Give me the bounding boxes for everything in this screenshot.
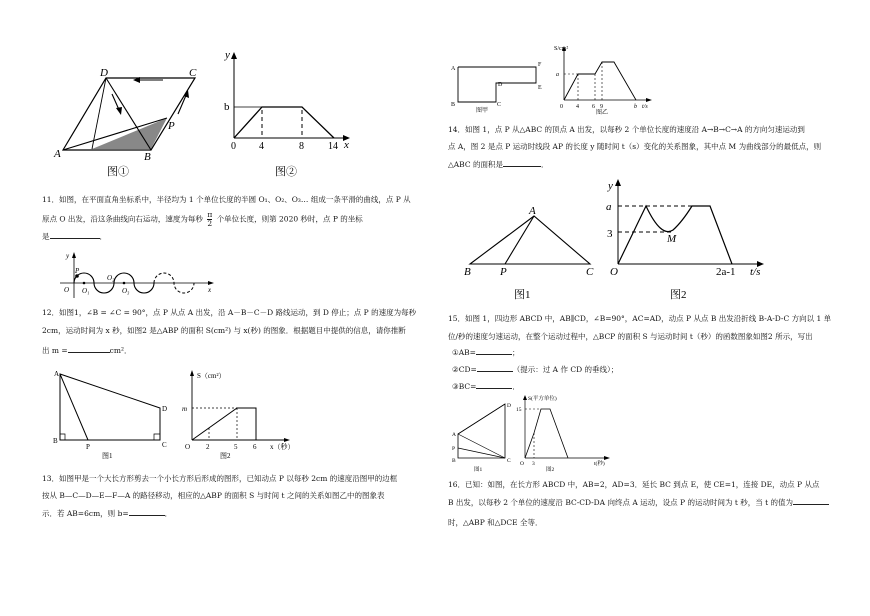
answer-blank[interactable] — [476, 354, 512, 355]
svg-text:C: C — [162, 441, 167, 449]
svg-text:x（秒）: x（秒） — [270, 443, 295, 451]
svg-text:图1: 图1 — [474, 467, 483, 473]
svg-text:图1: 图1 — [102, 452, 113, 460]
svg-text:t/s: t/s — [750, 266, 761, 278]
q14-figure2 — [604, 176, 774, 302]
svg-text:3: 3 — [532, 461, 535, 467]
svg-text:3: 3 — [607, 228, 613, 240]
q16-line1: 16．已知：如图，在长方形 ABCD 中，AB=2，AD=3．延长 BC 到点 E，使 CE=1，连接 DE，动点 P 从点 — [448, 480, 820, 489]
answer-blank[interactable] — [477, 371, 513, 372]
svg-text:6: 6 — [253, 443, 257, 451]
q11-line1: 11．如图，在平面直角坐标系中，半径均为 1 个单位长度的半圆 O₁、O₂、O₃… 组成一条平滑的曲线，点 P 从 — [42, 195, 411, 204]
q13-line3: 示．若 AB=6cm，则 b= ． — [42, 509, 173, 518]
shaded-triangle — [92, 118, 167, 149]
svg-text:9: 9 — [600, 104, 603, 110]
q11-curve-figure — [58, 250, 218, 300]
svg-text:S/cm²: S/cm² — [554, 46, 569, 52]
q13-line2: 按从 B—C—D—E—F—A 的路径移动，相应的△ABP 的面积 S 与时间 t 之间的关系如图乙中的图象表 — [42, 491, 385, 500]
svg-text:A: A — [451, 66, 456, 72]
q14-line1: 14．如图 1，点 P 从△ABC 的顶点 A 出发，以每秒 2 个单位长度的速度沿 A→B→C→A 的方向匀速运动到 — [448, 125, 805, 134]
svg-text:8: 8 — [299, 141, 304, 152]
svg-text:P: P — [168, 120, 175, 132]
q11-line2: 原点 O 出发，沿这条曲线向右运动，速度为每秒 $\frac{\pi}{2}$ 个单位长度，则第 2020 秒时，点 P 的坐标 — [42, 210, 363, 228]
svg-text:P: P — [86, 443, 90, 451]
svg-text:S（cm²）: S（cm²） — [197, 372, 226, 380]
svg-text:O₁: O₁ — [82, 287, 90, 295]
svg-text:0: 0 — [560, 104, 563, 110]
q15-sub3: ③BC= ． — [452, 382, 520, 391]
svg-text:4: 4 — [259, 141, 264, 152]
svg-text:B: B — [144, 151, 151, 163]
q15-sub1: ①AB= ； — [452, 348, 520, 357]
svg-text:E: E — [538, 85, 542, 91]
q16-line2: B 出发，以每秒 2 个单位的速度沿 BC-CD-DA 向终点 A 运动，设点 P 的运动时间为 t 秒，当 t 的值为 — [448, 496, 829, 510]
svg-text:P: P — [452, 446, 456, 452]
svg-text:C: C — [507, 458, 511, 464]
svg-text:y: y — [608, 180, 613, 192]
svg-text:A: A — [452, 432, 456, 438]
svg-text:2a-1: 2a-1 — [716, 266, 736, 278]
svg-text:6: 6 — [592, 104, 595, 110]
svg-text:P: P — [75, 267, 80, 275]
svg-text:O: O — [610, 266, 618, 278]
svg-text:A: A — [54, 148, 61, 160]
q12-line1: 12．如图1，∠B = ∠C = 90°，点 P 从点 A 出发，沿 A－B－C－D 路线运动，到 D 停止；点 P 的速度为每秒 — [42, 308, 417, 317]
svg-text:y: y — [225, 50, 230, 61]
svg-text:C: C — [189, 67, 197, 79]
svg-text:O: O — [64, 286, 70, 294]
q15-sub2: ②CD= （提示：过 A 作 CD 的垂线）； — [452, 365, 619, 374]
svg-text:图2: 图2 — [546, 467, 555, 473]
svg-text:A: A — [529, 205, 536, 217]
answer-blank[interactable] — [50, 238, 100, 239]
q12-figure2 — [180, 368, 300, 460]
svg-text:D: D — [162, 405, 168, 413]
svg-text:4: 4 — [576, 104, 579, 110]
svg-text:图②: 图② — [275, 166, 297, 178]
svg-text:B: B — [451, 102, 456, 108]
svg-text:图甲: 图甲 — [476, 108, 489, 114]
q14-figure1 — [462, 204, 610, 302]
svg-text:0: 0 — [231, 141, 236, 152]
svg-text:x: x — [344, 139, 349, 151]
figure-1-rhombus — [50, 62, 200, 180]
q14-line2: 点 A，图 2 是点 P 运动时线段 AP 的长度 y 随时间 t（s）变化的关系图象，其中点 M 为曲线部分的最低点，则 — [448, 142, 822, 151]
q15-figure2 — [516, 393, 616, 473]
answer-blank[interactable] — [476, 388, 512, 389]
svg-text:2: 2 — [206, 443, 210, 451]
svg-text:B: B — [452, 458, 456, 464]
svg-text:P: P — [500, 266, 507, 278]
q14-line3: △ABC 的面积是 ． — [448, 160, 549, 169]
svg-text:m: m — [182, 405, 188, 413]
figure-2-graph — [220, 50, 355, 178]
svg-text:图2: 图2 — [220, 452, 231, 460]
svg-text:O₃: O₃ — [122, 287, 130, 295]
svg-text:5: 5 — [234, 443, 238, 451]
svg-text:C: C — [586, 266, 594, 278]
svg-text:F: F — [538, 62, 542, 68]
svg-text:图1: 图1 — [514, 289, 531, 301]
q12-line3: 出 m = cm²． — [42, 346, 132, 355]
q12-figure1 — [50, 368, 175, 460]
answer-blank[interactable] — [129, 515, 165, 516]
q15-figure1 — [448, 398, 518, 474]
svg-text:B: B — [53, 437, 58, 445]
answer-blank[interactable] — [68, 352, 110, 353]
svg-text:b: b — [634, 104, 637, 110]
svg-text:14: 14 — [328, 141, 338, 152]
svg-text:x: x — [208, 286, 212, 294]
svg-text:y: y — [66, 252, 70, 260]
answer-blank[interactable] — [793, 504, 829, 505]
svg-text:S(平方单位): S(平方单位) — [528, 396, 557, 402]
svg-text:a: a — [556, 72, 559, 78]
q11-line3: 是 ． — [42, 232, 107, 241]
q12-line2: 2cm，运动时间为 x 秒，如图2 是△ABP 的面积 S(cm²) 与 x(秒) 的图象．根据题目中提供的信息，请你推断 — [42, 326, 406, 335]
svg-text:b: b — [224, 101, 230, 113]
svg-text:D: D — [498, 82, 503, 88]
svg-text:D: D — [100, 67, 108, 79]
svg-text:C: C — [497, 102, 502, 108]
answer-blank[interactable] — [503, 166, 541, 167]
svg-text:15: 15 — [516, 407, 522, 413]
q16-line3: 时，△ABP 和△DCE 全等． — [448, 518, 543, 527]
svg-text:a: a — [606, 201, 612, 213]
figure-yi — [548, 44, 658, 116]
svg-text:A: A — [54, 370, 60, 378]
svg-text:O: O — [185, 443, 191, 451]
svg-text:O₂: O₂ — [107, 274, 115, 282]
q15-line2: 位/秒的速度匀速运动，在整个运动过程中，△BCP 的面积 S 与运动时间 t（秒）的函数图象如图2 所示，写出 — [448, 332, 813, 341]
q15-line1: 15．如图 1，四边形 ABCD 中，AB∥CD，∠B=90°，AC=AD，动点 P 从点 B 出发沿折线 B-A-D-C 方向以 1 单 — [448, 314, 832, 323]
svg-text:图乙: 图乙 — [596, 110, 609, 116]
svg-text:B: B — [464, 266, 471, 278]
q13-line1: 13．如图甲是一个大长方形剪去一个小长方形后形成的图形，已知动点 P 以每秒 2cm 的速度沿图甲的边框 — [42, 474, 398, 483]
svg-text:t(秒): t(秒) — [594, 461, 605, 467]
svg-text:图2: 图2 — [670, 289, 687, 301]
figure-jia — [448, 58, 548, 114]
svg-text:图①: 图① — [107, 166, 129, 178]
svg-text:O: O — [520, 461, 524, 467]
svg-text:t/s: t/s — [642, 104, 648, 110]
svg-text:M: M — [667, 233, 677, 245]
svg-text:D: D — [507, 403, 511, 409]
